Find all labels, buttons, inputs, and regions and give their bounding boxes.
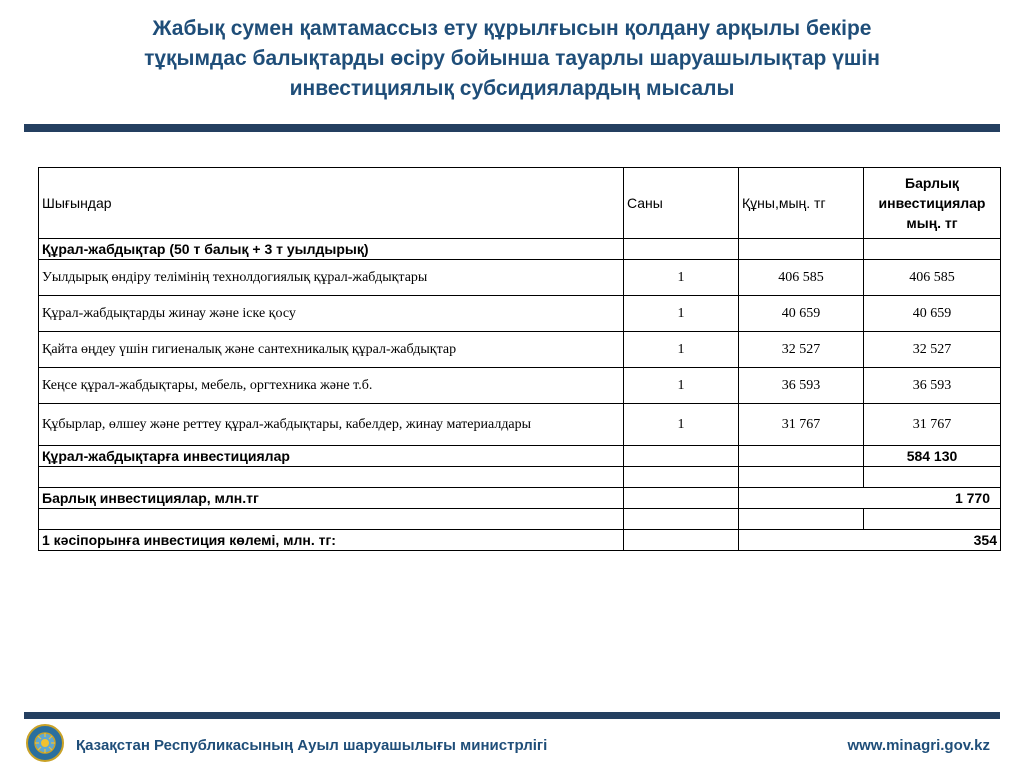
title-line-2: тұқымдас балықтарды өсіру бойынша тауарлы шаруашылықтар үшін (144, 47, 880, 70)
row-qty: 1 (624, 296, 739, 332)
row-qty: 1 (624, 368, 739, 404)
row-name: Уылдырық өндіру телімінің технолдогиялық құрал-жабдықтары (39, 260, 624, 296)
header-quantity: Саны (624, 168, 739, 239)
table-row (39, 260, 1001, 296)
row-total: 31 767 (864, 404, 1001, 446)
header-expenses: Шығындар (39, 168, 624, 239)
table-row (39, 332, 1001, 368)
per-enterprise-label: 1 кәсіпорынға инвестиция көлемі, млн. тг: (39, 530, 624, 551)
equipment-total-label: Құрал-жабдықтарға инвестициялар (39, 446, 624, 467)
state-emblem-icon (26, 724, 64, 762)
spacer-row (39, 467, 1001, 488)
row-name: Қайта өңдеу үшін гигиеналық және сантехникалық құрал-жабдықтар (39, 332, 624, 368)
bottom-divider (24, 712, 1000, 719)
row-total: 32 527 (864, 332, 1001, 368)
row-cost: 31 767 (739, 404, 864, 446)
header-total-line-2: инвестициялар (878, 195, 986, 211)
row-total: 36 593 (864, 368, 1001, 404)
all-investments-row (39, 488, 1001, 509)
row-qty: 1 (624, 332, 739, 368)
per-enterprise-value: 354 (739, 530, 1001, 551)
website-link[interactable]: www.minagri.gov.kz (847, 737, 990, 754)
ministry-name: Қазақстан Республикасының Ауыл шаруашылығы министрлігі (76, 737, 548, 754)
per-enterprise-row (39, 530, 1001, 551)
row-qty: 1 (624, 260, 739, 296)
section-row (39, 239, 1001, 260)
row-total: 406 585 (864, 260, 1001, 296)
table-row (39, 404, 1001, 446)
table-row (39, 368, 1001, 404)
table-header-row (39, 168, 1001, 239)
spacer-row (39, 509, 1001, 530)
row-cost: 32 527 (739, 332, 864, 368)
row-name: Кеңсе құрал-жабдықтары, мебель, оргтехника және т.б. (39, 368, 624, 404)
top-divider (24, 124, 1000, 132)
title-line-3: инвестициялық субсидиялардың мысалы (289, 77, 735, 100)
investment-table (38, 167, 1001, 551)
page-title (60, 14, 964, 104)
row-qty: 1 (624, 404, 739, 446)
row-cost: 40 659 (739, 296, 864, 332)
section-title: Құрал-жабдықтар (50 т балық + 3 т уылдырық) (39, 239, 624, 260)
header-total (864, 168, 1001, 239)
row-cost: 406 585 (739, 260, 864, 296)
row-name: Құрал-жабдықтарды жинау және іске қосу (39, 296, 624, 332)
header-total-line-3: мың. тг (906, 215, 958, 231)
row-cost: 36 593 (739, 368, 864, 404)
table-row (39, 296, 1001, 332)
title-line-1: Жабық сумен қамтамассыз ету құрылғысын қолдану арқылы бекіре (152, 17, 872, 40)
row-name: Құбырлар, өлшеу және реттеу құрал-жабдықтары, кабелдер, жинау материалдары (39, 404, 624, 446)
equipment-total-row (39, 446, 1001, 467)
all-investments-label: Барлық инвестициялар, млн.тг (39, 488, 624, 509)
header-cost: Құны,мың. тг (739, 168, 864, 239)
header-total-line-1: Барлық (905, 175, 959, 191)
row-total: 40 659 (864, 296, 1001, 332)
equipment-total-value: 584 130 (864, 446, 1001, 467)
all-investments-value: 1 770 (739, 488, 1001, 509)
